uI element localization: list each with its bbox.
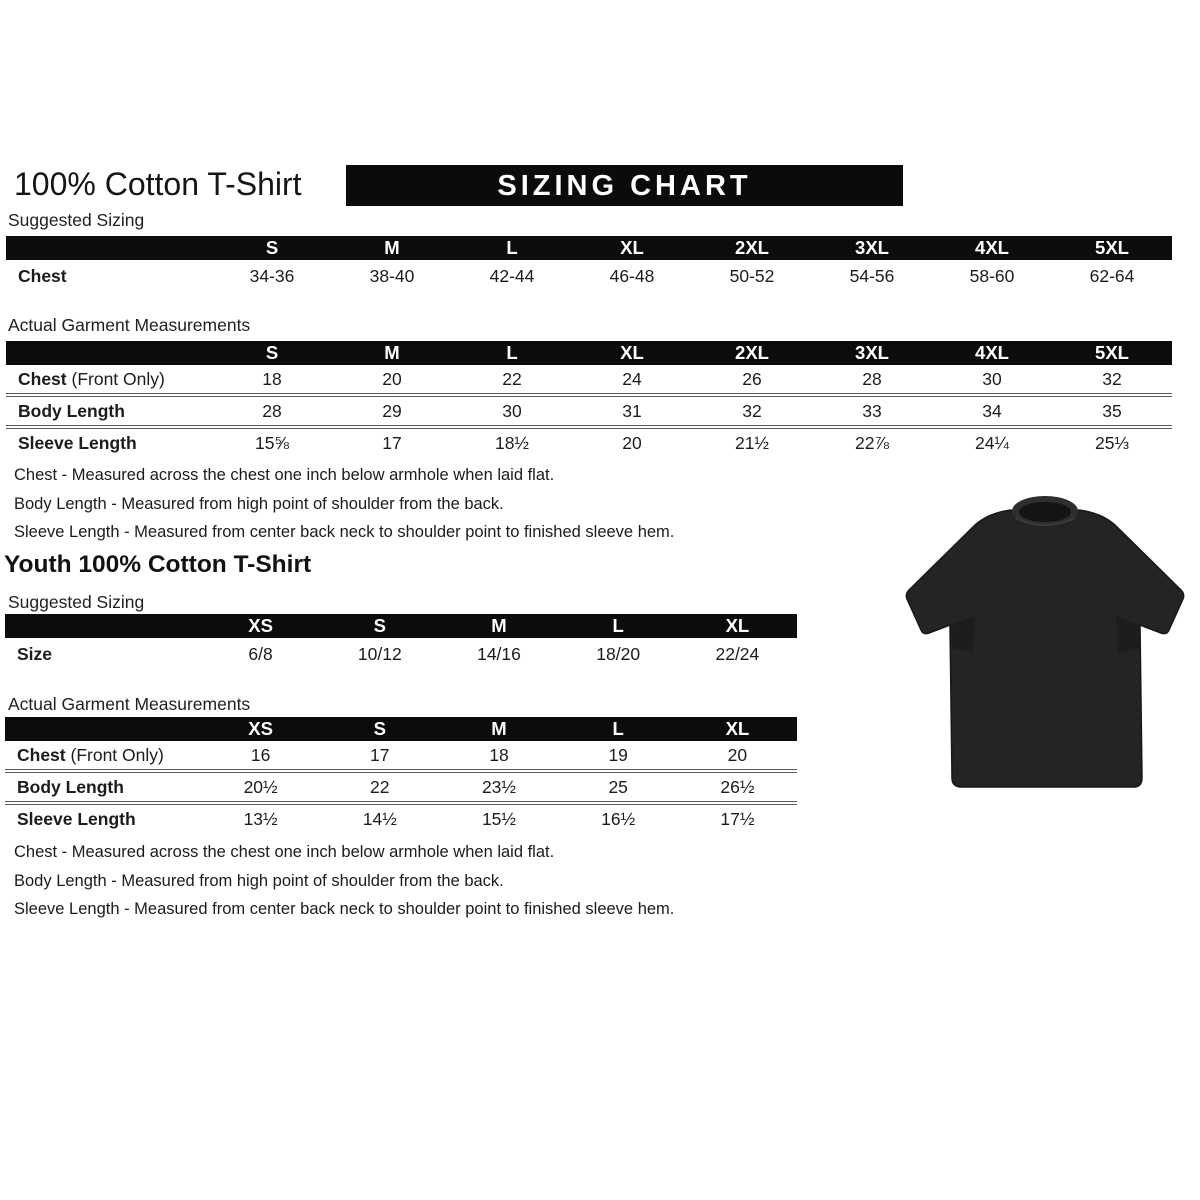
note-line: Chest - Measured across the chest one inch below armhole when laid flat.: [14, 466, 555, 484]
col-header: S: [265, 342, 279, 363]
row-label: [6, 369, 212, 390]
table-cell: 15⅝: [254, 432, 290, 453]
table-row: [6, 260, 1172, 292]
col-header: 2XL: [735, 237, 769, 258]
youth-actual-table: [5, 717, 797, 833]
note-line: Chest - Measured across the chest one inch below armhole when laid flat.: [14, 843, 555, 861]
col-header: 5XL: [1095, 342, 1129, 363]
table-row: [5, 769, 797, 801]
table-cell: 18/20: [596, 643, 641, 664]
note-line: Sleeve Length - Measured from center back neck to shoulder point to finished sleeve hem.: [14, 523, 675, 541]
table-cell: 32: [1102, 368, 1122, 389]
table-cell: 35: [1102, 400, 1122, 421]
section-label-youth-suggested: Suggested Sizing: [8, 592, 145, 612]
tshirt-collar-opening: [1019, 502, 1071, 522]
section-label-adult-actual: Actual Garment Measurements: [8, 315, 251, 335]
table-row: [5, 741, 797, 769]
row-label-text: Body Length: [18, 400, 125, 421]
table-cell: 20½: [243, 776, 278, 797]
table-cell: 26½: [720, 776, 755, 797]
note-line: Sleeve Length - Measured from center back neck to shoulder point to finished sleeve hem.: [14, 900, 675, 918]
col-header: M: [491, 615, 507, 636]
table-cell: 18: [262, 368, 282, 389]
table-row: [6, 425, 1172, 457]
sizing-chart-banner: SIZING CHART: [346, 165, 903, 206]
col-header: M: [384, 237, 400, 258]
table-cell: 46-48: [609, 265, 655, 286]
row-label-text: Size: [17, 643, 53, 664]
table-row: [5, 638, 797, 670]
row-label-text: Sleeve Length: [17, 808, 136, 829]
table-cell: 6/8: [248, 643, 273, 664]
table-cell: 58-60: [969, 265, 1015, 286]
table-cell: 22: [370, 776, 390, 797]
table-cell: 28: [862, 368, 882, 389]
table-cell: 50-52: [729, 265, 775, 286]
table-cell: 14/16: [477, 643, 521, 664]
col-header: XS: [248, 718, 273, 739]
col-header: XL: [725, 718, 750, 739]
row-label: [5, 745, 201, 766]
table-row: [6, 365, 1172, 393]
row-label: [5, 777, 201, 798]
table-cell: 24¼: [974, 432, 1010, 453]
table-row: [5, 801, 797, 833]
table-cell: 19: [608, 744, 628, 765]
table-cell: 17: [382, 432, 402, 453]
table-row: [6, 393, 1172, 425]
col-header: L: [506, 342, 518, 363]
table-cell: 20: [727, 744, 748, 765]
row-label-suffix: (Front Only): [65, 744, 164, 765]
col-header: S: [373, 718, 386, 739]
table-cell: 34-36: [249, 265, 295, 286]
table-cell: 16½: [601, 808, 636, 829]
note-line: Body Length - Measured from high point of shoulder from the back.: [14, 871, 504, 890]
table-cell: 17½: [720, 808, 755, 829]
section-label-youth-actual: Actual Garment Measurements: [8, 694, 251, 714]
table-cell: 23½: [481, 776, 517, 797]
table-cell: 30: [982, 368, 1002, 389]
table-cell: 14½: [362, 808, 397, 829]
col-header: 2XL: [735, 342, 769, 363]
row-label-text: Sleeve Length: [18, 432, 137, 453]
row-label-text: Chest: [18, 265, 67, 286]
col-header: 3XL: [855, 237, 889, 258]
youth-actual-header: [5, 717, 797, 741]
table-cell: 30: [502, 400, 522, 421]
table-cell: 42-44: [489, 265, 535, 286]
youth-measurement-notes: [14, 838, 674, 924]
table-cell: 32: [742, 400, 762, 421]
table-cell: 38-40: [369, 265, 415, 286]
row-label: [5, 809, 201, 830]
col-header: 5XL: [1095, 237, 1129, 258]
table-cell: 26: [742, 368, 762, 389]
table-cell: 34: [982, 400, 1002, 421]
section-label-adult-suggested: Suggested Sizing: [8, 210, 145, 230]
row-label-suffix: (Front Only): [66, 368, 165, 389]
table-cell: 24: [622, 368, 642, 389]
tshirt-body: [906, 510, 1183, 787]
adult-suggested-table: [6, 236, 1172, 292]
col-header: M: [491, 718, 507, 739]
table-cell: 22: [502, 368, 522, 389]
row-label: [6, 401, 212, 422]
table-cell: 20: [622, 432, 642, 453]
row-label-text: Chest: [18, 368, 67, 389]
table-cell: 13½: [243, 808, 278, 829]
table-cell: 62-64: [1089, 265, 1135, 286]
table-cell: 54-56: [849, 265, 895, 286]
col-header: L: [612, 615, 624, 636]
adult-actual-header: [6, 341, 1172, 365]
col-header: XL: [620, 237, 644, 258]
col-header: M: [384, 342, 400, 363]
row-label: [6, 433, 212, 454]
table-cell: 33: [862, 400, 882, 421]
table-cell: 22⅞: [854, 432, 890, 453]
col-header: XL: [725, 615, 750, 636]
col-header: S: [265, 237, 279, 258]
table-cell: 20: [382, 368, 402, 389]
col-header: S: [373, 615, 386, 636]
row-label-text: Chest: [17, 744, 66, 765]
col-header: L: [612, 718, 624, 739]
table-cell: 21½: [734, 432, 770, 453]
col-header: L: [506, 237, 518, 258]
table-cell: 10/12: [357, 643, 402, 664]
adult-actual-table: [6, 341, 1172, 457]
table-cell: 18½: [494, 432, 530, 453]
adult-measurement-notes: [14, 461, 674, 547]
youth-title: Youth 100% Cotton T-Shirt: [4, 551, 312, 578]
table-cell: 15½: [481, 808, 517, 829]
table-cell: 16: [250, 744, 271, 765]
table-cell: 25: [608, 776, 628, 797]
col-header: 4XL: [975, 237, 1009, 258]
table-cell: 22/24: [715, 643, 760, 664]
table-cell: 31: [622, 400, 642, 421]
row-label: [5, 644, 201, 665]
tshirt-image: [895, 478, 1195, 808]
page-title: 100% Cotton T-Shirt: [14, 166, 302, 202]
col-header: 3XL: [855, 342, 889, 363]
note-line: Body Length - Measured from high point of shoulder from the back.: [14, 494, 504, 513]
col-header: XL: [620, 342, 644, 363]
row-label: [6, 266, 212, 287]
col-header: 4XL: [975, 342, 1009, 363]
table-cell: 17: [370, 744, 390, 765]
table-cell: 25⅓: [1094, 432, 1130, 453]
table-cell: 29: [382, 400, 402, 421]
adult-suggested-header: [6, 236, 1172, 260]
youth-suggested-table: [5, 614, 797, 670]
row-label-text: Body Length: [17, 776, 124, 797]
col-header: XS: [248, 615, 273, 636]
youth-suggested-header: [5, 614, 797, 638]
table-cell: 28: [262, 400, 282, 421]
table-cell: 18: [489, 744, 509, 765]
